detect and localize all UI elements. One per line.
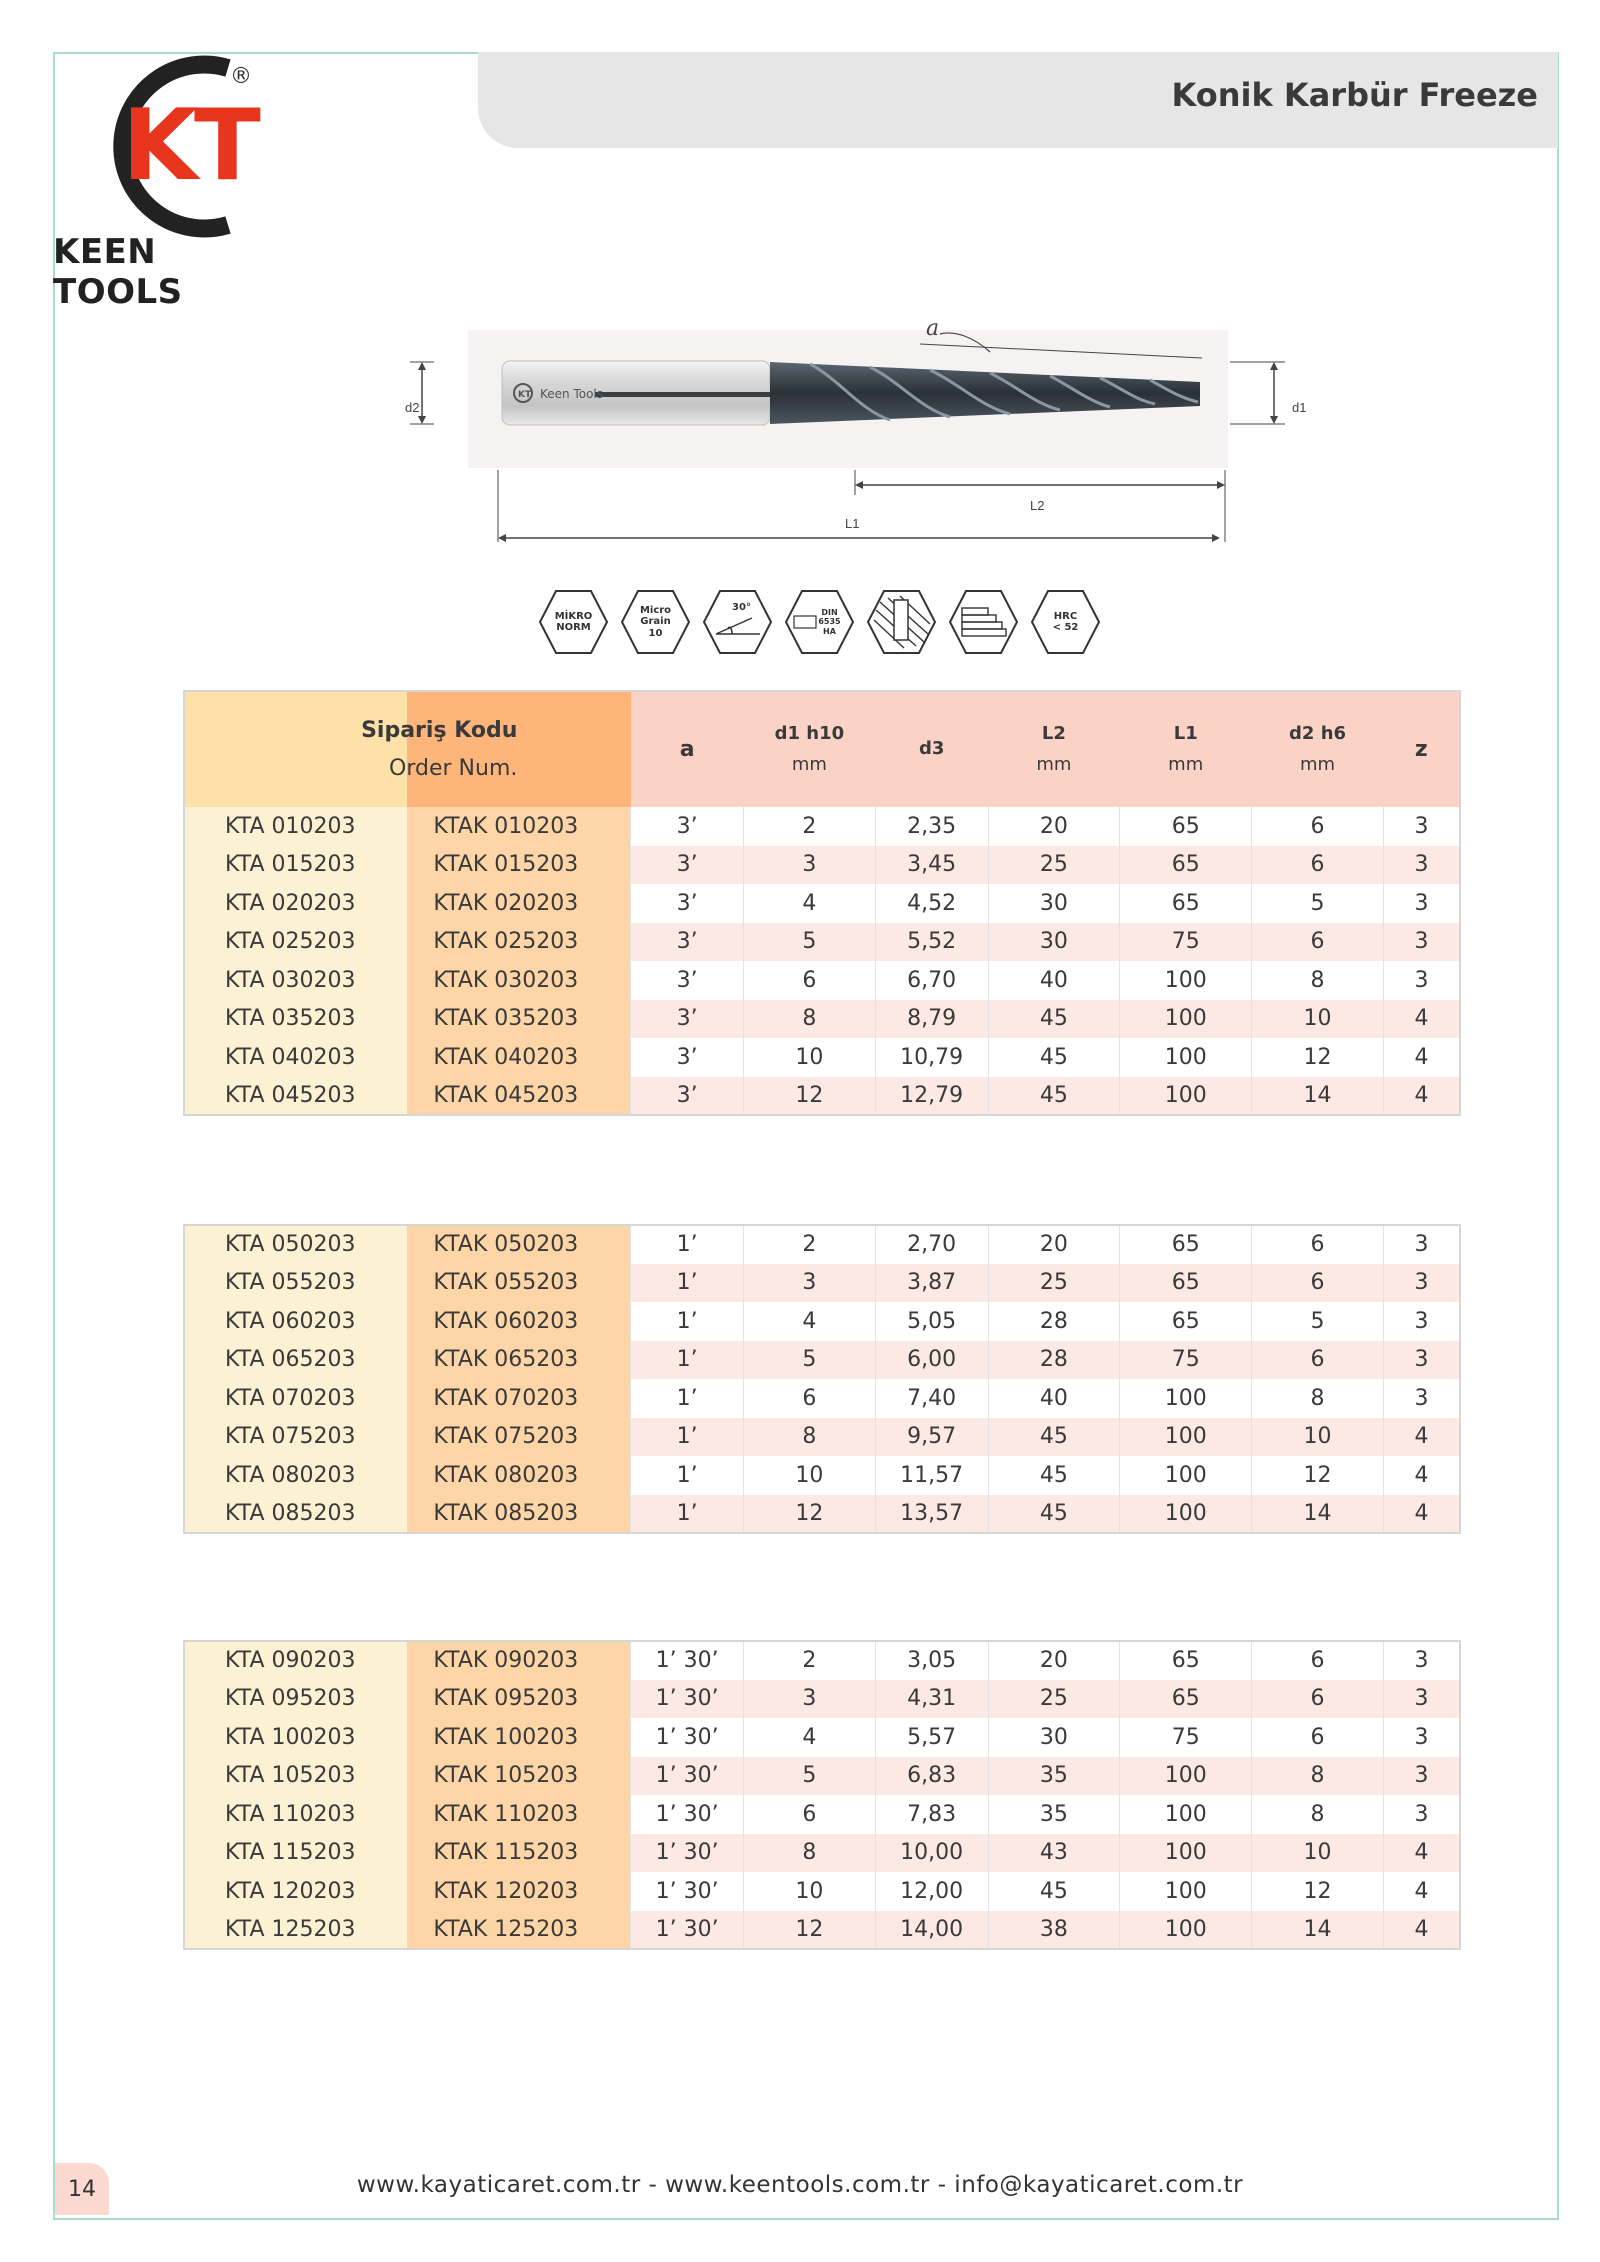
product-table-1-degree [183,1224,1461,1534]
l1-cell: 75 [1120,1718,1252,1757]
order-code-kta: KTA 090203 [184,1641,407,1680]
l1-cell: 100 [1120,1834,1252,1873]
d3-cell: 11,57 [875,1456,988,1495]
l2-cell: 28 [988,1302,1120,1341]
order-code-kta: KTA 115203 [184,1834,407,1873]
l2-cell: 45 [988,1000,1120,1039]
d2-cell: 6 [1252,846,1384,885]
d2-cell: 6 [1252,1680,1384,1719]
d1-cell: 2 [743,807,875,846]
order-code-ktak: KTAK 065203 [407,1341,630,1380]
order-code-kta: KTA 060203 [184,1302,407,1341]
table-row [184,1834,1460,1873]
order-code-ktak: KTAK 070203 [407,1379,630,1418]
z-cell: 4 [1383,1911,1460,1950]
d1-cell: 6 [743,1379,875,1418]
d3-cell: 5,52 [875,923,988,962]
l2-cell: 30 [988,884,1120,923]
d3-cell: 6,70 [875,961,988,1000]
order-code-ktak: KTAK 015203 [407,846,630,885]
col-l1-header: L1 mm [1120,691,1252,807]
order-code-ktak: KTAK 075203 [407,1418,630,1457]
table-row [184,1680,1460,1719]
angle-30-icon: 30° [702,588,773,656]
d1-cell: 3 [743,846,875,885]
table-row [184,1757,1460,1796]
z-cell: 3 [1383,846,1460,885]
angle-a-cell: 3’ [631,1000,744,1039]
d3-cell: 2,70 [875,1225,988,1264]
order-code-ktak: KTAK 095203 [407,1680,630,1719]
page-number: 14 [55,2163,109,2215]
l1-cell: 65 [1120,846,1252,885]
order-code-kta: KTA 065203 [184,1341,407,1380]
table-header-row [184,691,1460,807]
d2-cell: 6 [1252,1641,1384,1680]
d3-cell: 10,00 [875,1834,988,1873]
col-d2-header: d2 h6 mm [1252,691,1384,807]
d1-cell: 3 [743,1264,875,1303]
l1-cell: 100 [1120,1872,1252,1911]
l1-cell: 65 [1120,1680,1252,1719]
d2-label: d2 [405,400,420,415]
d3-cell: 4,52 [875,884,988,923]
shank-brand-text: Keen Tools [540,387,604,401]
l2-cell: 38 [988,1911,1120,1950]
col-z-header: z [1383,691,1460,807]
l2-cell: 20 [988,1641,1120,1680]
z-cell: 3 [1383,1795,1460,1834]
angle-a-cell: 1’ [631,1456,744,1495]
order-code-kta: KTA 110203 [184,1795,407,1834]
order-code-ktak: KTAK 100203 [407,1718,630,1757]
d1-cell: 5 [743,1757,875,1796]
table-row [184,1795,1460,1834]
order-code-ktak: KTAK 060203 [407,1302,630,1341]
micro-grain-icon: Micro Grain 10 [620,588,691,656]
d2-cell: 6 [1252,1341,1384,1380]
order-code-kta: KTA 020203 [184,884,407,923]
z-cell: 3 [1383,1341,1460,1380]
d3-cell: 3,05 [875,1641,988,1680]
l1-label: L1 [845,516,860,531]
l1-cell: 100 [1120,1757,1252,1796]
d1-cell: 12 [743,1077,875,1116]
d3-cell: 7,40 [875,1379,988,1418]
l1-cell: 75 [1120,923,1252,962]
angle-a-label: a [926,316,940,341]
l2-cell: 45 [988,1872,1120,1911]
title-band [478,52,1558,148]
l2-cell: 25 [988,846,1120,885]
d3-cell: 4,31 [875,1680,988,1719]
d2-cell: 6 [1252,1225,1384,1264]
d2-cell: 5 [1252,1302,1384,1341]
order-code-ktak: KTAK 050203 [407,1225,630,1264]
table-row [184,923,1460,962]
table-row [184,1718,1460,1757]
d3-cell: 6,83 [875,1757,988,1796]
d1-cell: 3 [743,1680,875,1719]
order-code-kta: KTA 075203 [184,1418,407,1457]
svg-text:KT: KT [518,390,532,400]
hrc-icon: HRC < 52 [1030,588,1101,656]
d1-cell: 6 [743,961,875,1000]
z-cell: 3 [1383,884,1460,923]
angle-a-cell: 1’ [631,1418,744,1457]
angle-a-cell: 1’ [631,1264,744,1303]
l2-cell: 20 [988,1225,1120,1264]
d1-cell: 4 [743,1718,875,1757]
order-code-kta: KTA 050203 [184,1225,407,1264]
order-code-kta: KTA 100203 [184,1718,407,1757]
angle-a-cell: 1’ 30’ [631,1680,744,1719]
l1-cell: 100 [1120,961,1252,1000]
l2-label: L2 [1030,498,1045,513]
l1-cell: 100 [1120,1077,1252,1116]
z-cell: 3 [1383,807,1460,846]
order-code-ktak: KTAK 030203 [407,961,630,1000]
angle-a-cell: 1’ [631,1495,744,1534]
col-d3-header: d3 [875,691,988,807]
product-table-3-degree [183,690,1461,1116]
registered-mark: ® [230,64,252,89]
d3-cell: 5,05 [875,1302,988,1341]
order-code-kta: KTA 035203 [184,1000,407,1039]
d3-cell: 12,79 [875,1077,988,1116]
l1-cell: 100 [1120,1379,1252,1418]
l2-cell: 45 [988,1077,1120,1116]
order-code-ktak: KTAK 045203 [407,1077,630,1116]
order-code-ktak: KTAK 120203 [407,1872,630,1911]
order-code-ktak: KTAK 025203 [407,923,630,962]
angle-a-cell: 3’ [631,807,744,846]
d3-cell: 13,57 [875,1495,988,1534]
table-row [184,807,1460,846]
order-code-kta: KTA 025203 [184,923,407,962]
l2-cell: 20 [988,807,1120,846]
l2-cell: 25 [988,1680,1120,1719]
z-cell: 3 [1383,1302,1460,1341]
order-code-ktak: KTAK 020203 [407,884,630,923]
d1-cell: 10 [743,1872,875,1911]
l2-cell: 40 [988,961,1120,1000]
d3-cell: 12,00 [875,1872,988,1911]
table-row [184,1418,1460,1457]
order-code-kta: KTA 095203 [184,1680,407,1719]
d3-cell: 14,00 [875,1911,988,1950]
z-cell: 3 [1383,1264,1460,1303]
d2-cell: 14 [1252,1495,1384,1534]
order-code-kta: KTA 010203 [184,807,407,846]
d2-cell: 8 [1252,1379,1384,1418]
d3-cell: 2,35 [875,807,988,846]
order-code-kta: KTA 085203 [184,1495,407,1534]
l1-cell: 100 [1120,1038,1252,1077]
d3-cell: 3,45 [875,846,988,885]
l2-cell: 45 [988,1456,1120,1495]
page-title: Konik Karbür Freeze [1171,76,1538,114]
angle-a-cell: 1’ [631,1225,744,1264]
z-cell: 3 [1383,1379,1460,1418]
table-row [184,1456,1460,1495]
angle-a-cell: 3’ [631,884,744,923]
d2-cell: 5 [1252,884,1384,923]
order-code-kta: KTA 055203 [184,1264,407,1303]
order-code-kta: KTA 045203 [184,1077,407,1116]
z-cell: 4 [1383,1456,1460,1495]
col-a-header: a [631,691,744,807]
d2-cell: 8 [1252,961,1384,1000]
table-row [184,1302,1460,1341]
order-code-ktak: KTAK 125203 [407,1911,630,1950]
table-row [184,1225,1460,1264]
angle-a-cell: 1’ 30’ [631,1718,744,1757]
angle-a-cell: 3’ [631,1038,744,1077]
keen-tools-logo [52,50,292,312]
d1-cell: 10 [743,1038,875,1077]
col-d1-header: d1 h10 mm [743,691,875,807]
d1-label: d1 [1292,400,1307,415]
table-row [184,1341,1460,1380]
mikro-norm-icon: MİKRO NORM [538,588,609,656]
order-code-ktak: KTAK 010203 [407,807,630,846]
d2-cell: 10 [1252,1834,1384,1873]
l2-cell: 25 [988,1264,1120,1303]
angle-a-cell: 1’ [631,1341,744,1380]
order-code-kta: KTA 070203 [184,1379,407,1418]
order-code-kta: KTA 080203 [184,1456,407,1495]
z-cell: 4 [1383,1000,1460,1039]
table-row [184,884,1460,923]
angle-a-cell: 1’ 30’ [631,1757,744,1796]
z-cell: 3 [1383,923,1460,962]
d2-cell: 14 [1252,1911,1384,1950]
l2-cell: 28 [988,1341,1120,1380]
angle-a-cell: 1’ 30’ [631,1872,744,1911]
z-cell: 3 [1383,1225,1460,1264]
angle-a-cell: 1’ [631,1302,744,1341]
l2-cell: 45 [988,1495,1120,1534]
d2-cell: 12 [1252,1872,1384,1911]
z-cell: 3 [1383,1680,1460,1719]
d2-cell: 10 [1252,1000,1384,1039]
angle-a-cell: 3’ [631,923,744,962]
d2-cell: 12 [1252,1038,1384,1077]
angle-a-cell: 1’ 30’ [631,1834,744,1873]
z-cell: 4 [1383,1872,1460,1911]
l1-cell: 65 [1120,1302,1252,1341]
z-cell: 3 [1383,961,1460,1000]
z-cell: 4 [1383,1418,1460,1457]
d1-cell: 4 [743,1302,875,1341]
order-code-kta: KTA 120203 [184,1872,407,1911]
d2-cell: 14 [1252,1077,1384,1116]
l2-cell: 45 [988,1038,1120,1077]
order-code-header-left [184,691,518,807]
l1-cell: 65 [1120,807,1252,846]
d3-cell: 8,79 [875,1000,988,1039]
table-row [184,1000,1460,1039]
d1-cell: 5 [743,923,875,962]
l1-cell: 100 [1120,1495,1252,1534]
footer-contact: www.kayaticaret.com.tr - www.keentools.com.tr - info@kayaticaret.com.tr [356,2172,1244,2198]
order-code-ktak: KTAK 080203 [407,1456,630,1495]
angle-a-cell: 1’ 30’ [631,1911,744,1950]
d1-cell: 8 [743,1834,875,1873]
angle-a-cell: 3’ [631,961,744,1000]
order-code-ktak: KTAK 055203 [407,1264,630,1303]
angle-a-cell: 3’ [631,1077,744,1116]
order-code-ktak: KTAK 115203 [407,1834,630,1873]
order-code-kta: KTA 030203 [184,961,407,1000]
tool-drawing [390,316,1307,560]
d2-cell: 6 [1252,1264,1384,1303]
coating-icon [866,588,937,656]
d3-cell: 9,57 [875,1418,988,1457]
angle-a-cell: 3’ [631,846,744,885]
z-cell: 4 [1383,1834,1460,1873]
table-row [184,1264,1460,1303]
l1-cell: 75 [1120,1341,1252,1380]
order-code-subtitle: Order Num. [389,755,518,781]
d1-cell: 12 [743,1495,875,1534]
l1-cell: 100 [1120,1795,1252,1834]
logo-letters: KT [122,89,257,203]
l1-cell: 65 [1120,1641,1252,1680]
z-cell: 3 [1383,1757,1460,1796]
angle-a-cell: 1’ 30’ [631,1641,744,1680]
z-cell: 4 [1383,1495,1460,1534]
d1-cell: 12 [743,1911,875,1950]
d3-cell: 3,87 [875,1264,988,1303]
angle-a-cell: 1’ [631,1379,744,1418]
d2-cell: 8 [1252,1795,1384,1834]
product-table-1-30-degree [183,1640,1461,1950]
angle-a-cell: 1’ 30’ [631,1795,744,1834]
order-code-kta: KTA 105203 [184,1757,407,1796]
table-row [184,961,1460,1000]
table-row [184,1495,1460,1534]
d3-cell: 7,83 [875,1795,988,1834]
d2-cell: 6 [1252,923,1384,962]
d1-cell: 2 [743,1641,875,1680]
table-row [184,1641,1460,1680]
table-row [184,846,1460,885]
z-cell: 4 [1383,1077,1460,1116]
d1-cell: 6 [743,1795,875,1834]
l1-cell: 100 [1120,1456,1252,1495]
d3-cell: 5,57 [875,1718,988,1757]
order-code-ktak: KTAK 090203 [407,1641,630,1680]
l2-cell: 45 [988,1418,1120,1457]
table-row [184,1379,1460,1418]
order-code-ktak: KTAK 105203 [407,1757,630,1796]
table-row [184,1911,1460,1950]
d2-cell: 6 [1252,807,1384,846]
l1-cell: 100 [1120,1418,1252,1457]
d2-cell: 10 [1252,1418,1384,1457]
d3-cell: 10,79 [875,1038,988,1077]
col-l2-header: L2 mm [988,691,1120,807]
order-code-ktak: KTAK 085203 [407,1495,630,1534]
d2-cell: 6 [1252,1718,1384,1757]
din-6535-ha-icon: DIN 6535 HA [784,588,855,656]
d3-cell: 6,00 [875,1341,988,1380]
l2-cell: 30 [988,923,1120,962]
d1-cell: 5 [743,1341,875,1380]
l2-cell: 30 [988,1718,1120,1757]
l2-cell: 43 [988,1834,1120,1873]
l1-cell: 100 [1120,1000,1252,1039]
z-cell: 4 [1383,1038,1460,1077]
d1-cell: 2 [743,1225,875,1264]
z-cell: 3 [1383,1718,1460,1757]
d1-cell: 8 [743,1000,875,1039]
d2-cell: 8 [1252,1757,1384,1796]
logo-name: KEEN TOOLS [53,232,183,312]
table-row [184,1038,1460,1077]
z-cell: 3 [1383,1641,1460,1680]
l2-cell: 35 [988,1757,1120,1796]
d2-cell: 12 [1252,1456,1384,1495]
table-row [184,1077,1460,1116]
order-code-kta: KTA 015203 [184,846,407,885]
l1-cell: 100 [1120,1911,1252,1950]
feature-icons [538,588,1101,656]
order-code-title: Sipariş Kodu [361,718,518,744]
order-code-ktak: KTAK 035203 [407,1000,630,1039]
order-code-kta: KTA 040203 [184,1038,407,1077]
d1-cell: 4 [743,884,875,923]
tapered-end-mill-illustration [390,320,1290,560]
order-code-ktak: KTAK 040203 [407,1038,630,1077]
l1-cell: 65 [1120,1264,1252,1303]
l2-cell: 35 [988,1795,1120,1834]
d1-cell: 10 [743,1456,875,1495]
order-code-kta: KTA 125203 [184,1911,407,1950]
d1-cell: 8 [743,1418,875,1457]
table-row [184,1872,1460,1911]
order-code-ktak: KTAK 110203 [407,1795,630,1834]
l2-cell: 40 [988,1379,1120,1418]
stack-icon [948,588,1019,656]
l1-cell: 65 [1120,1225,1252,1264]
l1-cell: 65 [1120,884,1252,923]
